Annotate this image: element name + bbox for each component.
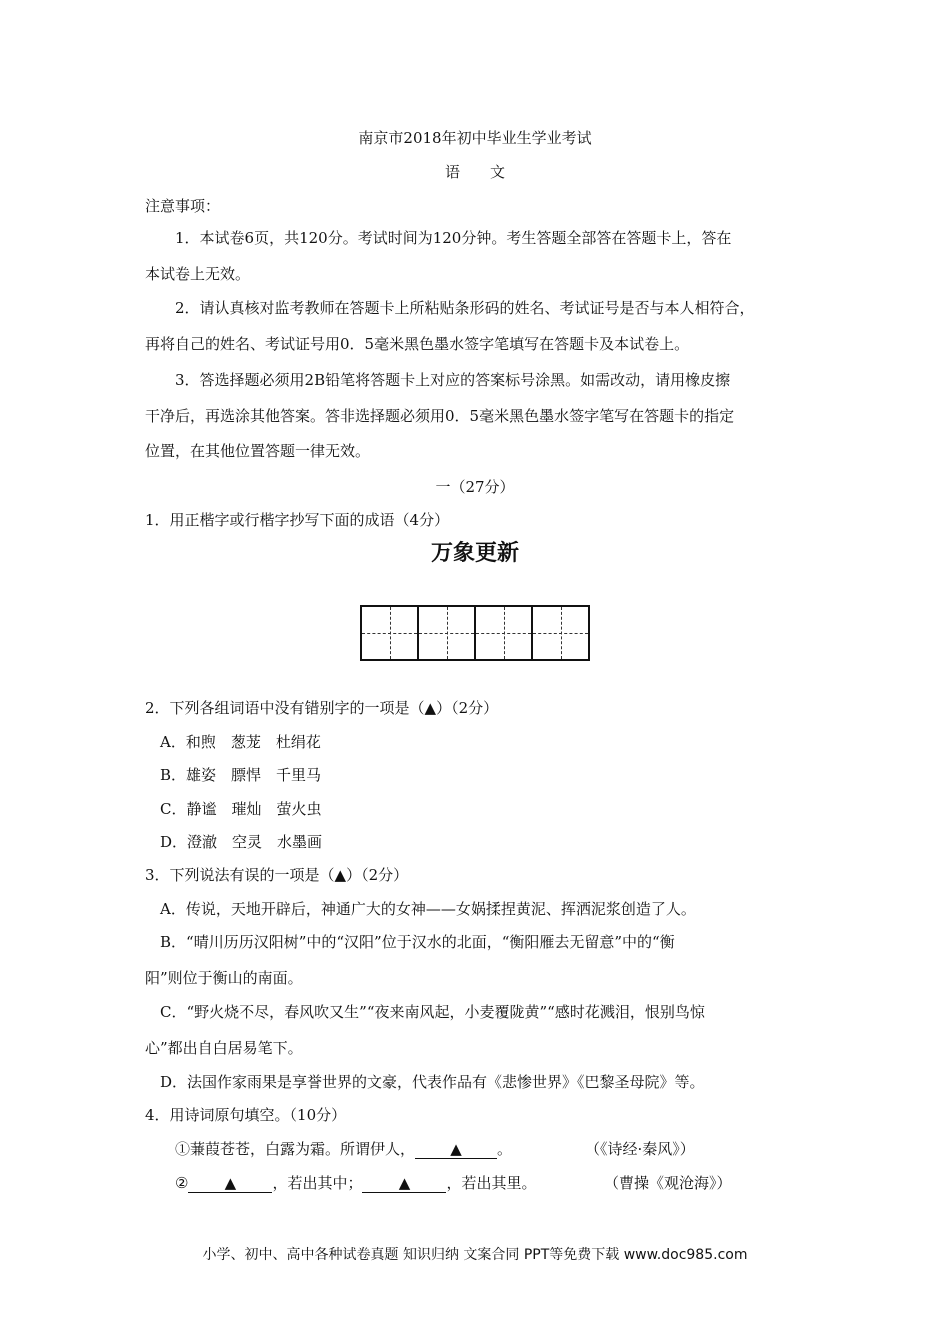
question-4-prompt: 4．用诗词原句填空。（10分） [145,1106,347,1124]
grid-cell [476,607,533,659]
q3-option-d: D．法国作家雨果是享誉世界的文豪，代表作品有《悲惨世界》《巴黎圣母院》等。 [160,1073,705,1091]
q4-item-2 [175,1173,536,1193]
section-heading: 一（27分） [435,478,515,496]
exam-title: 南京市2018年初中毕业生学业考试 [358,129,592,147]
answer-blank[interactable]: ▲ [188,1174,272,1193]
q3-option-c-cont: 心”都出自白居易笔下。 [145,1039,303,1057]
q2-option-d: D．澄澈 空灵 水墨画 [160,833,323,851]
q2-option-a: A．和煦 葱茏 杜绢花 [160,733,321,751]
notice-item-2: 2．请认真核对监考教师在答题卡上所粘贴条形码的姓名、考试证号是否与本人相符合， [175,299,755,317]
q4-item-1 [175,1139,512,1159]
q2-option-b: B．雄姿 膘悍 千里马 [160,766,322,784]
q4-item-2-mid: ，若出其中； [272,1174,363,1192]
q4-item-1-text: ①蒹葭苍苍，白露为霜。所谓伊人， [175,1140,416,1158]
q3-option-b-cont: 阳”则位于衡山的南面。 [145,969,303,987]
notice-item-1: 1．本试卷6页，共120分。考试时间为120分钟。考生答题全部答在答题卡上，答在 [175,229,732,247]
q4-item-2-num: ② [175,1174,189,1192]
grid-cell [419,607,476,659]
grid-cell [533,607,588,659]
q4-item-1-end: 。 [497,1140,513,1158]
q2-option-c: C．静谧 璀灿 萤火虫 [160,800,322,818]
grid-cell [362,607,419,659]
question-3-prompt: 3．下列说法有误的一项是（▲）（2分） [145,866,409,884]
notice-item-3-cont2: 位置，在其他位置答题一律无效。 [145,442,371,460]
q3-option-c: C．“野火烧不尽，春风吹又生”“夜来南风起，小麦覆陇黄”“感时花溅泪，恨别鸟惊 [160,1003,705,1021]
subject-title: 语 文 [444,163,505,181]
notice-item-1-cont: 本试卷上无效。 [145,265,251,283]
notice-item-3-cont: 干净后，再选涂其他答案。答非选择题必须用0．5毫米黑色墨水签字笔写在答题卡的指定 [145,407,735,425]
q4-item-2-end: ，若出其里。 [446,1174,537,1192]
idiom-text: 万象更新 [430,541,519,566]
answer-blank[interactable]: ▲ [415,1140,497,1159]
answer-blank[interactable]: ▲ [362,1174,446,1193]
page-footer: 小学、初中、高中各种试卷真题 知识归纳 文案合同 PPT等免费下载 www.doc985.com [202,1247,748,1263]
question-2-prompt: 2．下列各组词语中没有错别字的一项是（▲）（2分） [145,699,499,717]
notice-item-2-cont: 再将自己的姓名、考试证号用0．5毫米黑色墨水签字笔填写在答题卡及本试卷上。 [145,335,690,353]
notice-item-3: 3．答选择题必须用2B铅笔将答题卡上对应的答案标号涂黑。如需改动，请用橡皮擦 [175,371,731,389]
q3-option-a: A．传说，天地开辟后，神通广大的女神——女娲揉捏黄泥、挥洒泥浆创造了人。 [160,900,696,918]
q4-item-2-source: （曹操《观沧海》） [604,1174,732,1192]
writing-grid [360,605,590,661]
q3-option-b: B．“晴川历历汉阳树”中的“汉阳”位于汉水的北面，“衡阳雁去无留意”中的“衡 [160,933,675,951]
q4-item-1-source: （《诗经·秦风》） [585,1140,695,1158]
notice-heading: 注意事项： [145,197,221,215]
question-1-prompt: 1．用正楷字或行楷字抄写下面的成语（4分） [145,511,450,529]
